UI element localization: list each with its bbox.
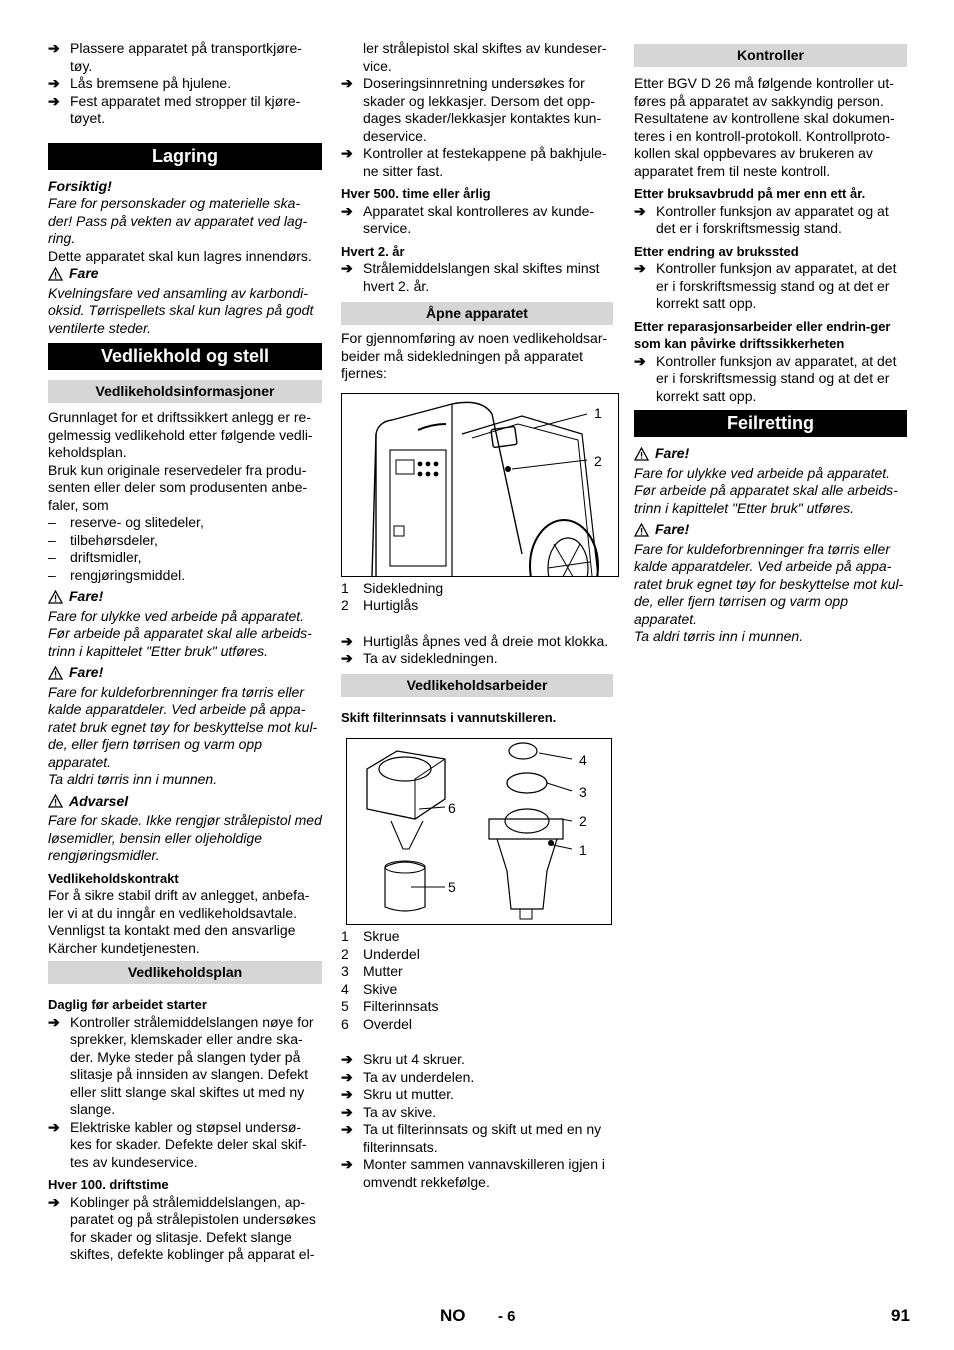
arrow-right-icon: ➔ [48,1118,60,1135]
filter-steps [341,1051,613,1191]
warning-heading: Advarsel [48,793,322,811]
filter-title: Skift filterinnsats i vannutskilleren. [341,709,557,725]
arrow-right-icon: ➔ [634,260,646,276]
list-item: ➔ Doseringsinnretning undersøkes for skader og lekkasjer. Dersom det opp-dages skader/lekkasjer kontaktes kun-deservice. [341,75,602,144]
info-text-2: Bruk kun originale reservedeler fra produ-senten eller deler som produsenten anbe-faler, som [48,461,308,513]
device-illustration [342,394,618,576]
callout-2: 2 [579,813,587,829]
callout-2: 2 [594,452,602,469]
arrow-right-icon: ➔ [341,202,353,219]
arrow-right-icon: ➔ [341,632,353,649]
legend-label: Filterinnsats [363,998,439,1014]
relocation-step: ➔ Kontroller funksjon av apparatet, at det er i forskriftsmessig stand og at det er korrekt satt opp. [634,260,897,311]
filter-illustration [347,739,611,924]
warning-icon [48,666,63,680]
danger-text-4: Fare for ulykke ved arbeide på apparatet. Før arbeide på apparatet skal alle arbeids-trinn i kapittelet "Etter bruk" utføres. [634,464,898,516]
arrow-right-icon: ➔ [48,1193,60,1210]
arrow-right-icon: ➔ [634,352,646,369]
danger-heading-5: Fare! [634,521,907,539]
list-item: ➔ Kontroller at festekappene på bakhjule-ne sitter fast. [341,145,607,179]
open-text: For gjennomføring av noen vedlikeholdsar-beider må sidekledningen på apparatet fjernes: [341,330,608,381]
inspection-steps [341,75,613,180]
danger-text-5: Fare for kuldeforbrenninger fra tørris eller kalde apparatdeler. Ved arbeide på appa-ratet bruk egnet tøy for beskyttelse mot kul-de, eller fjern tørrisen og varm opp apparatet. [634,540,904,627]
arrow-right-icon: ➔ [48,1013,60,1030]
column-right [634,44,907,646]
interruption-step: ➔ Kontroller funksjon av apparatet og at det er i forskriftsmessig stand. [634,202,889,236]
subsection-title-plan: Vedlikeholdsplan [48,961,322,984]
arrow-right-icon: ➔ [341,1068,353,1085]
list-item: ➔ Ta av skive. [341,1103,437,1120]
arrow-right-icon: ➔ [341,1086,353,1102]
daily-title: Daglig før arbeidet starter [48,997,207,1012]
list-item: ➔ Ta av sidekledningen. [341,650,498,666]
arrow-right-icon: ➔ [341,1103,353,1120]
subsection-title-open: Åpne apparatet [341,302,613,325]
footer-page-local: - 6 [498,1308,516,1325]
warning-icon [48,267,63,281]
legend-number: 4 [341,980,349,997]
contract-text: For å sikre stabil drift av anlegget, anbefa-ler vi at du inngår en vedlikeholdsavtale. Vennligst ta kontakt med den ansvarlige Kärcher kundetjenesten. [48,887,310,956]
list-item: – driftsmidler, [48,549,142,565]
list-item: – reserve- og slitedeler, [48,514,204,530]
caution-text: Fare for personskader og materielle ska-der! Pass på vekten av apparatet ved lag-ring. [48,195,308,246]
footer-language: NO [440,1306,466,1325]
list-item: ➔ Kontroller strålemiddelslangen nøye for sprekker, klemskader eller andre ska-der. Myke steder på slangen tyder på slitasje på innsiden av slangen. Defekt eller slitt slange skal skiftes ut med ny slange. [48,1013,314,1117]
danger-text-3: Fare for kuldeforbrenninger fra tørris eller kalde apparatdeler. Ved arbeide på appa-ratet bruk egnet tøy for beskyttelse mot kul-de, eller fjern tørrisen og varm opp apparatet. [48,683,318,770]
warning-icon [634,447,649,461]
list-item: ➔ Plassere apparatet på transportkjøre-tøy. [48,40,302,74]
transport-steps [48,40,322,128]
callout-3: 3 [579,784,587,800]
parts-list [48,514,322,584]
arrow-right-icon: ➔ [341,75,353,91]
hour100-step: ➔ Koblinger på strålemiddelslangen, ap-paratet og på strålepistolen undersøkes for skader og slitasje. Defekt slange skiftes, defekte koblinger på apparat el- [48,1193,316,1262]
legend-number: 1 [341,579,349,596]
section-title-lagring: Lagring [48,143,322,170]
warning-icon [48,794,63,808]
repair-title: Etter reparasjonsarbeider eller endrin-ger som kan påvirke driftssikkerheten [634,318,891,351]
legend-item [341,597,613,615]
arrow-right-icon: ➔ [634,202,646,219]
list-item: ➔ Ta ut filterinnsats og skift ut med en ny filterinnsats. [341,1121,602,1155]
list-item: ➔ Hurtiglås åpnes ved å dreie mot klokka. [341,632,609,649]
danger-text: Kvelningsfare ved ansamling av karbondi-oksid. Tørrispellets skal kun lagres på godt ventilerte steder. [48,284,314,336]
figure1-legend [341,580,613,615]
column-middle [341,40,613,1191]
list-item: ➔ Fest apparatet med stropper til kjøre-tøyet. [48,92,301,126]
danger-text-2: Fare for ulykke ved arbeide på apparatet. Før arbeide på apparatet skal alle arbeids-trinn i kapittelet "Etter bruk" utføres. [48,607,312,659]
callout-1: 1 [579,842,587,858]
relocation-title: Etter endring av brukssted [634,243,799,259]
hour500-title: Hver 500. time eller årlig [341,186,491,201]
daily-steps [48,1014,322,1172]
danger-heading-4: Fare! [634,445,907,463]
legend-label: Hurtiglås [363,597,419,613]
callout-1: 1 [594,404,602,421]
arrow-right-icon: ➔ [341,145,353,161]
interruption-title: Etter bruksavbrudd på mer enn ett år. [634,186,866,201]
list-item: ➔ Lås bremsene på hjulene. [48,75,232,91]
legend-item [341,946,613,964]
arrow-right-icon: ➔ [48,75,60,91]
figure-filter [346,738,612,925]
continued-text: ler strålepistol skal skiftes av kundeser-vice. [363,40,607,74]
section-title-vedlikehold: Vedliekhold og stell [48,343,322,370]
caution-label: Forsiktig! [48,177,112,194]
subsection-title-info: Vedlikeholdsinformasjoner [48,380,322,403]
legend-number: 1 [341,928,349,944]
legend-item [341,580,613,598]
dash-bullet-icon: – [48,549,56,565]
callout-6: 6 [448,800,456,816]
arrow-right-icon: ➔ [341,260,353,276]
danger-heading-2: Fare! [48,588,322,606]
arrow-right-icon: ➔ [48,40,60,56]
list-item: ➔ Skru ut mutter. [341,1086,455,1102]
legend-label: Mutter [363,963,403,979]
storage-text: Dette apparatet skal kun lagres innendørs. [48,247,312,264]
legend-number: 2 [341,597,349,613]
legend-label: Skrue [363,928,400,944]
legend-label: Underdel [363,945,420,962]
danger-heading-3: Fare! [48,664,322,682]
legend-number: 6 [341,1015,349,1032]
subsection-title-control: Kontroller [634,44,907,67]
open-steps [341,633,613,668]
legend-item [341,1016,613,1034]
arrow-right-icon: ➔ [341,1121,353,1137]
arrow-right-icon: ➔ [48,92,60,109]
footer-page-number: 91 [891,1306,910,1325]
dash-bullet-icon: – [48,514,56,530]
warning-icon [634,523,649,537]
arrow-right-icon: ➔ [341,1156,353,1172]
repair-step: ➔ Kontroller funksjon av apparatet, at det er i forskriftsmessig stand og at det er korrekt satt opp. [634,352,897,404]
subsection-title-work: Vedlikeholdsarbeider [341,674,613,697]
legend-label: Sidekledning [363,579,444,596]
year2-title: Hvert 2. år [341,243,405,259]
list-item: ➔ Skru ut 4 skruer. [341,1051,465,1067]
dash-bullet-icon: – [48,531,56,548]
warning-text: Fare for skade. Ikke rengjør strålepistol med løsemidler, bensin eller oljeholdige rengjøringsmidler. [48,812,322,863]
list-item: – rengjøringsmiddel. [48,566,186,583]
legend-number: 2 [341,945,349,962]
legend-number: 3 [341,963,349,979]
year2-step: ➔ Strålemiddelslangen skal skiftes minst hvert 2. år. [341,260,600,294]
info-text-1: Grunnlaget for et driftssikkert anlegg er re-gelmessig vedlikehold etter følgende vedli-keholdsplan. [48,409,313,460]
arrow-right-icon: ➔ [341,650,353,666]
hour100-title: Hver 100. driftstime [48,1177,169,1192]
list-item: – tilbehørsdeler, [48,531,158,548]
dash-bullet-icon: – [48,566,56,583]
callout-4: 4 [579,752,587,768]
legend-item [341,928,613,946]
arrow-right-icon: ➔ [341,1051,353,1067]
control-text: Etter BGV D 26 må følgende kontroller ut-føres på apparatet av sakkyndig person. Resultatene av kontrollene skal dokumen-teres i en kontroll-protokoll. Kontrollproto-kollen skal oppbevares av brukeren av apparatet frem til neste kontroll. [634,75,895,179]
danger-text-5b: Ta aldri tørris inn i munnen. [634,628,804,644]
list-item: ➔ Ta av underdelen. [341,1068,475,1085]
figure2-legend [341,928,613,1033]
column-left [48,40,322,1264]
legend-item [341,963,613,981]
warning-icon [48,590,63,604]
list-item: ➔ Monter sammen vannavskilleren igjen i omvendt rekkefølge. [341,1156,605,1190]
contract-title: Vedlikeholdskontrakt [48,870,179,886]
danger-text-3b: Ta aldri tørris inn i munnen. [48,771,218,787]
list-item: ➔ Elektriske kabler og støpsel undersø-kes for skader. Defekte deler skal skif-tes av kundeservice. [48,1118,307,1170]
hour500-step: ➔ Apparatet skal kontrolleres av kunde-service. [341,202,595,236]
section-title-troubleshooting: Feilretting [634,410,907,437]
figure-device-side [341,393,619,577]
legend-item [341,998,613,1016]
danger-heading: Fare [48,265,322,283]
legend-number: 5 [341,998,349,1014]
legend-item [341,981,613,999]
legend-label: Overdel [363,1015,413,1032]
legend-label: Skive [363,980,398,997]
callout-5: 5 [448,879,456,895]
